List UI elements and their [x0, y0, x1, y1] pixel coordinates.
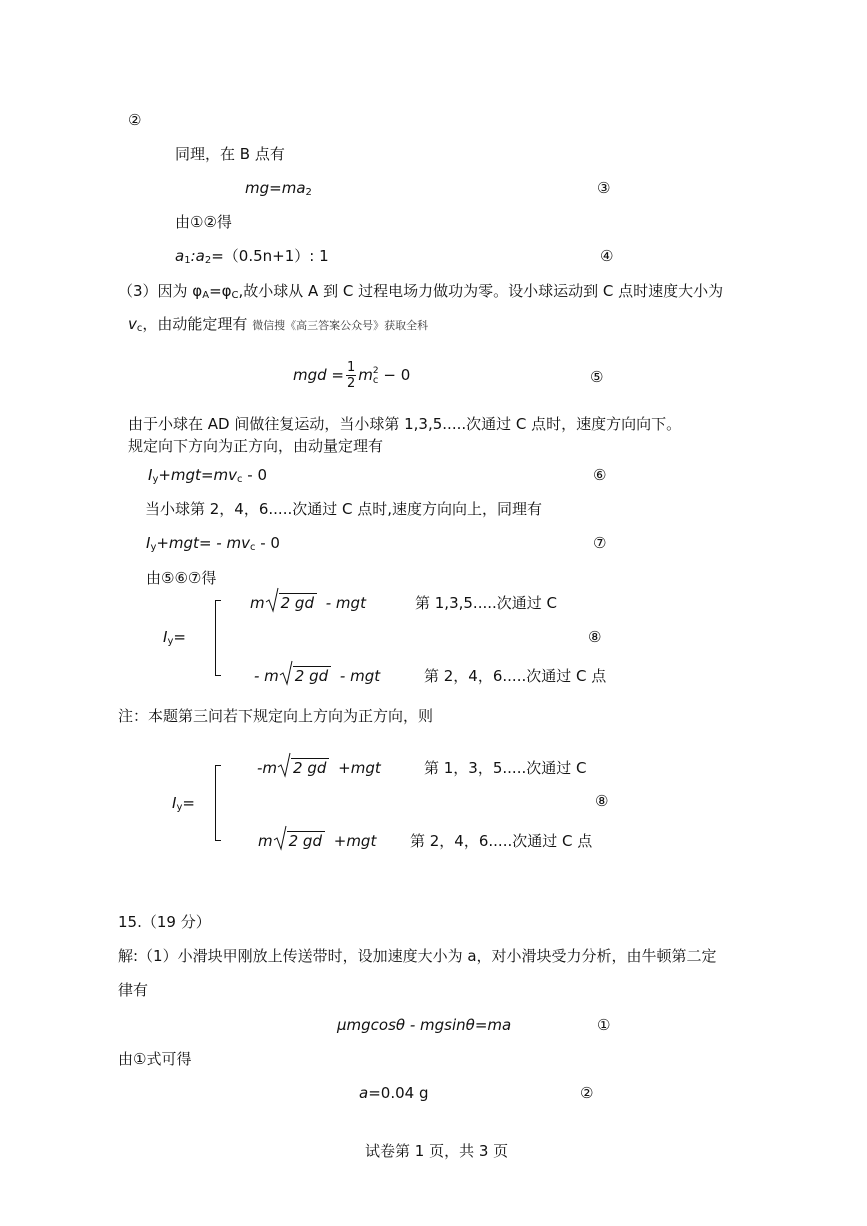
equation-number-6: ⑥ — [593, 466, 607, 484]
circled-2: ② — [128, 111, 142, 129]
equation-number-4: ④ — [600, 247, 614, 265]
equation-number-15-1: ① — [597, 1016, 611, 1034]
question-heading: 15.（19 分） — [118, 913, 211, 931]
piecewise-case-1: -m 2 gd +mgt — [257, 758, 381, 778]
page-footer: 试卷第 1 页，共 3 页 — [365, 1142, 509, 1160]
piecewise-case-1-condition: 第 1,3,5.....次通过 C — [415, 594, 558, 612]
equation-number-15-2: ② — [580, 1084, 594, 1102]
equation-number-7: ⑦ — [593, 534, 607, 552]
piecewise-case-2-condition: 第 2，4，6.....次通过 C 点 — [424, 667, 607, 685]
sqrt-symbol: 2 gd — [265, 593, 317, 613]
equation-15-1: μmgcosθ - mgsinθ=ma — [337, 1016, 512, 1034]
equation-4: $a_1:a_2=(0.5n+1)$: 1 — [175, 247, 329, 266]
piecewise-case-2-condition: 第 2，4，6.....次通过 C 点 — [410, 832, 593, 850]
note-line: 注：本题第三问若下规定向上方向为正方向，则 — [118, 707, 434, 725]
equation-5: mgd = $\frac{1}{2}$ m 2 c − 0 — [293, 360, 411, 391]
sqrt-symbol: 2 gd — [273, 831, 325, 851]
left-brace — [215, 600, 224, 676]
piecewise-case-1-condition: 第 1，3，5.....次通过 C — [424, 759, 587, 777]
text-line: 律有 — [118, 981, 149, 999]
text-line: 解:（1）小滑块甲刚放上传送带时，设加速度大小为 a，对小滑块受力分析，由牛顿第二定 — [118, 947, 717, 965]
equation-7: $I_y+mgt= - mv_c - 0$ — [146, 534, 280, 553]
text-line: （3）因为 $\varphi_A=\varphi_C$,故小球从 A 到 C 过程电场力做功为零。设小球运动到 C 点时速度大小为 — [118, 282, 724, 301]
equation-number-3: ③ — [597, 179, 611, 197]
text-line: 规定向下方向为正方向，由动量定理有 — [128, 437, 384, 455]
text-line: $v_c$，由动能定理有 微信搜《高三答案公众号》获取全科 — [128, 315, 429, 334]
piecewise-label: $I_y=$ — [163, 628, 186, 647]
text-line: 由①式可得 — [118, 1050, 192, 1068]
equation-number-8: ⑧ — [588, 628, 602, 646]
equation-number-8: ⑧ — [595, 792, 609, 810]
watermark-text: 微信搜《高三答案公众号》获取全科 — [252, 319, 429, 332]
text-line: 由于小球在 AD 间做往复运动，当小球第 1,3,5.....次通过 C 点时，速度方向向下。 — [128, 415, 682, 433]
text-line: 当小球第 2，4，6.....次通过 C 点时,速度方向向上，同理有 — [145, 500, 543, 518]
equation-number-5: ⑤ — [590, 368, 604, 386]
sqrt-symbol: 2 gd — [279, 666, 331, 686]
piecewise-case-2: - m 2 gd - mgt — [254, 666, 380, 686]
piecewise-case-1: m 2 gd - mgt — [250, 593, 366, 613]
equation-6: $I_y+mgt=mv_c - 0$ — [148, 466, 267, 485]
text-line: 同理，在 B 点有 — [175, 145, 285, 163]
left-brace — [215, 765, 224, 841]
sqrt-symbol: 2 gd — [277, 758, 329, 778]
equation-15-2: a=0.04 g — [359, 1084, 429, 1102]
text-line: 由①②得 — [175, 213, 232, 231]
text-line: 由⑤⑥⑦得 — [146, 569, 217, 587]
equation-3: $mg=ma_2$ — [245, 179, 312, 198]
piecewise-case-2: m 2 gd +mgt — [258, 831, 376, 851]
piecewise-label: $I_y=$ — [172, 794, 195, 813]
